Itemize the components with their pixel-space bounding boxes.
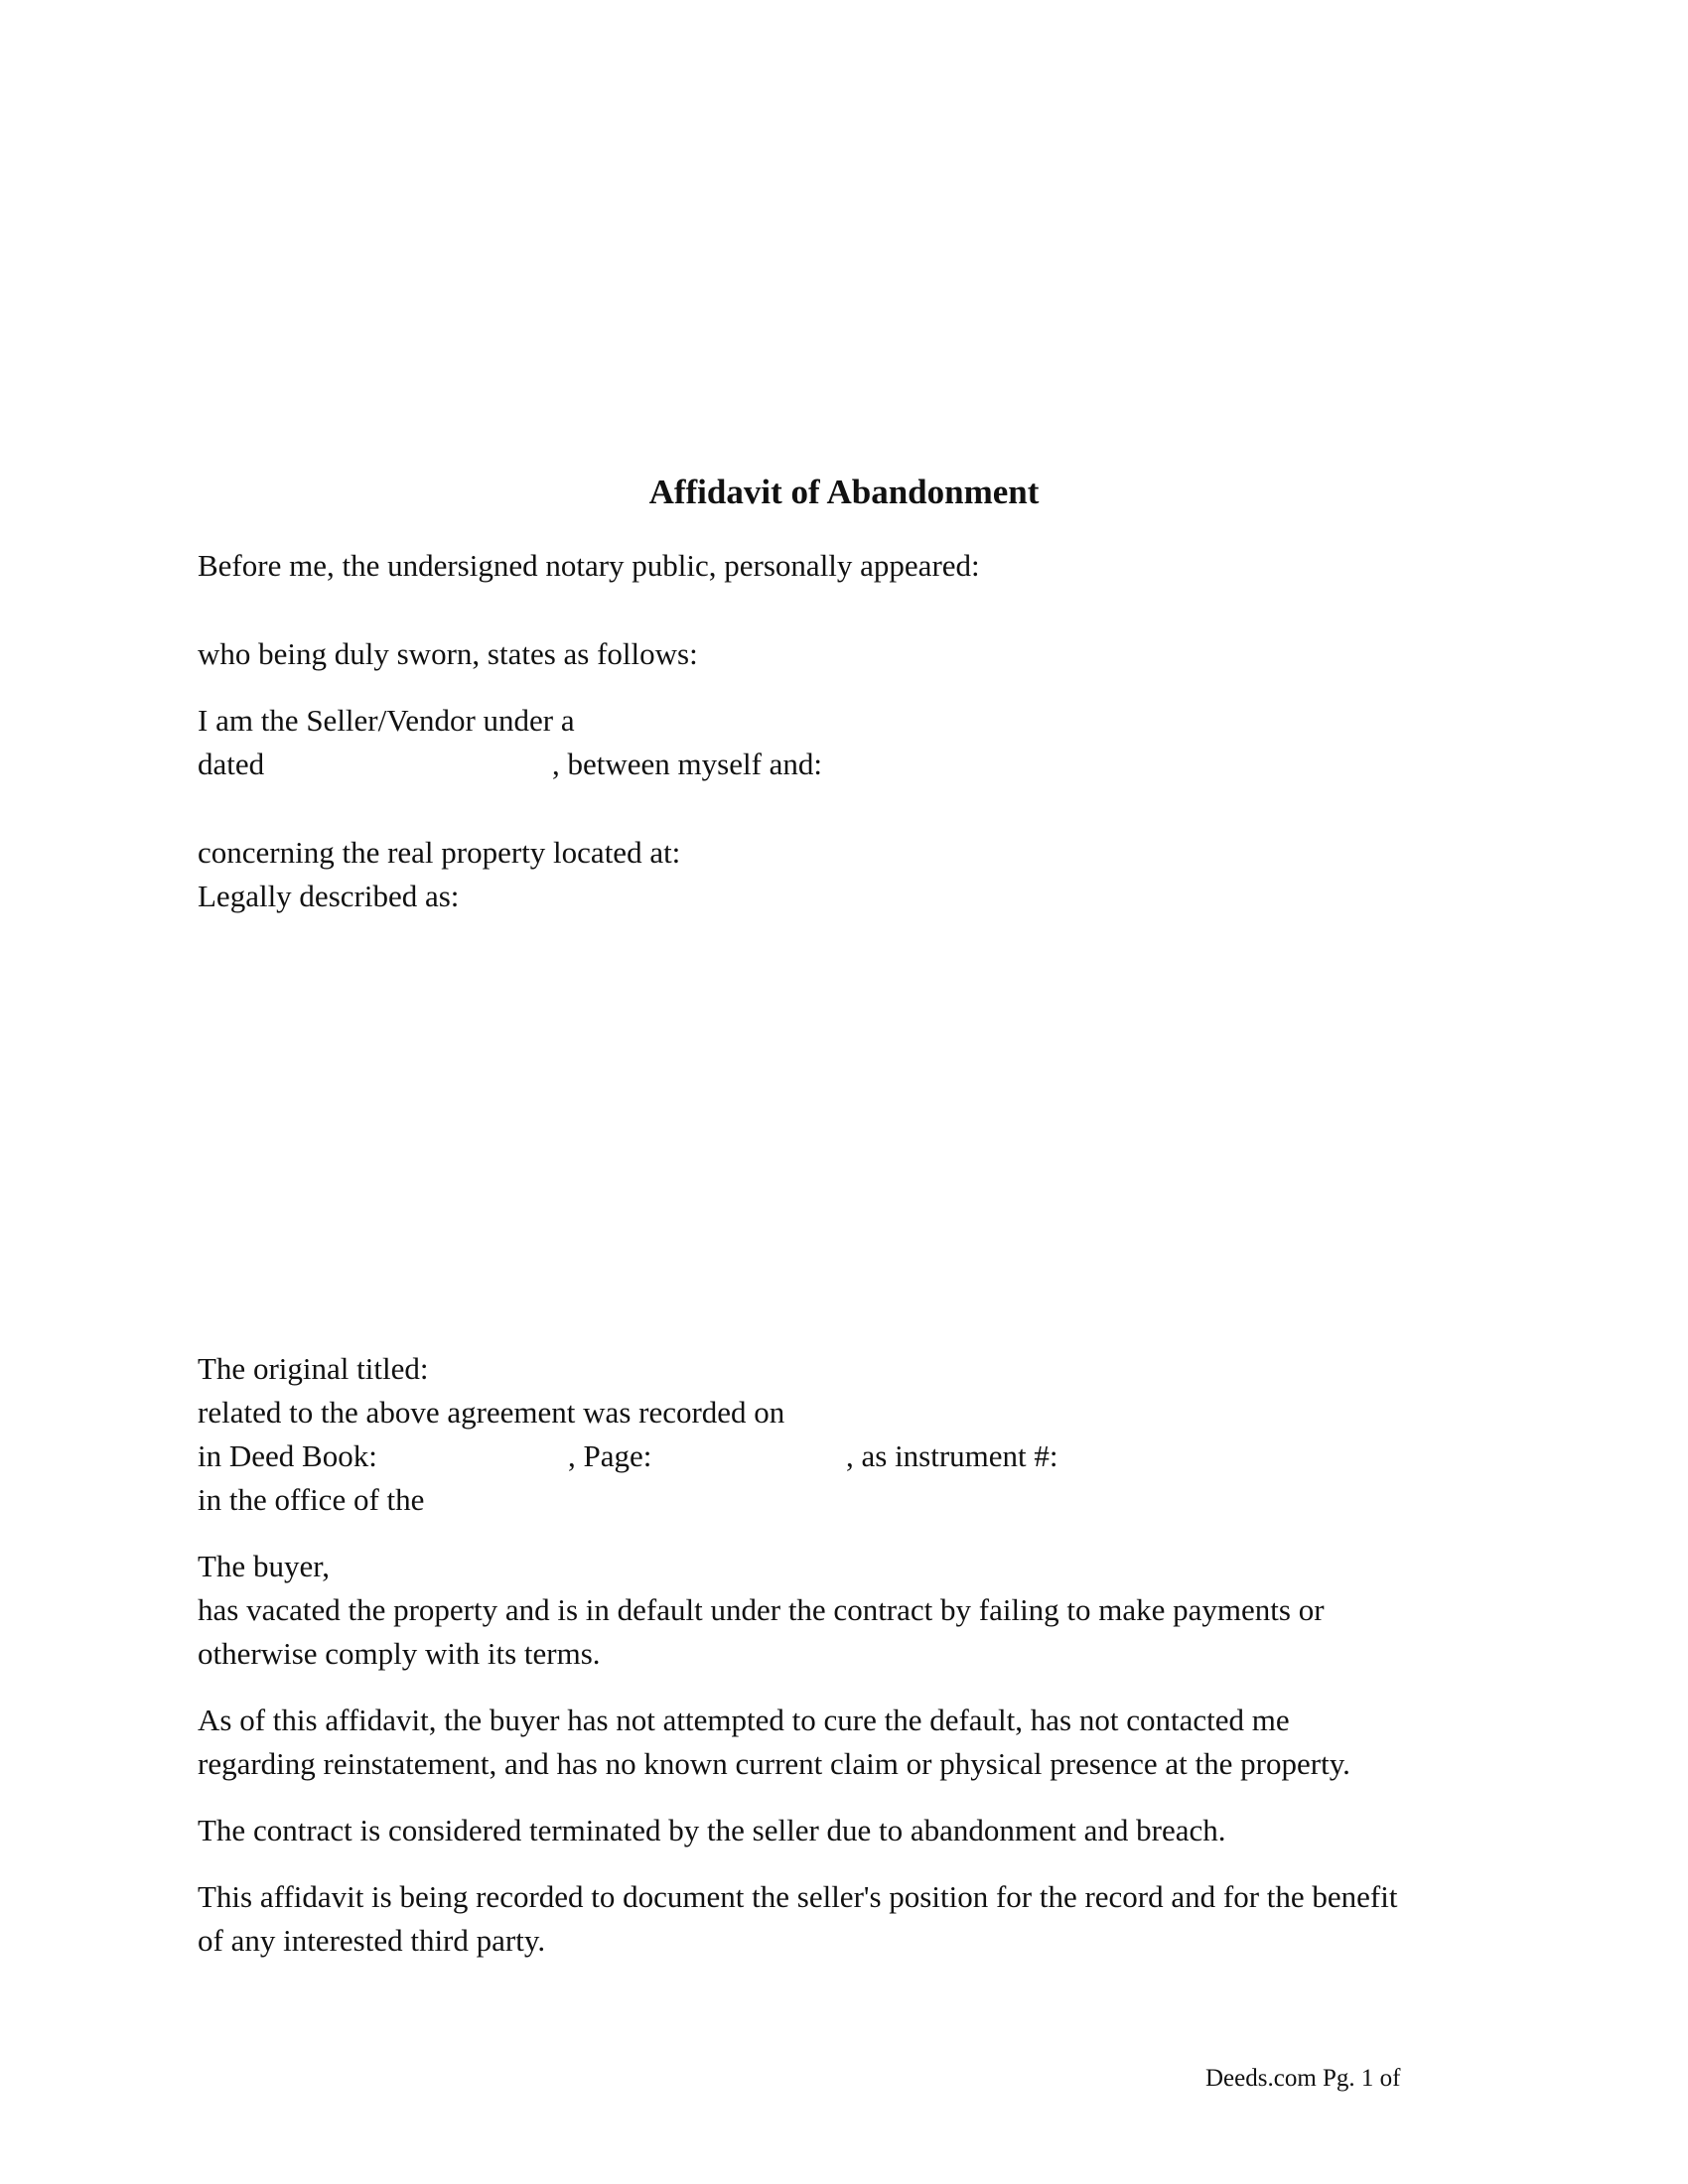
document-title: Affidavit of Abandonment xyxy=(648,473,1040,511)
concerning-text: concerning the real property located at: xyxy=(198,835,681,870)
legal-description-label: Legally described as: xyxy=(198,879,460,913)
instrument-label: , as instrument #: xyxy=(846,1438,1058,1473)
dated-label: dated xyxy=(198,747,265,781)
deed-book-label: in Deed Book: xyxy=(198,1438,377,1473)
recorded-line-2: of any interested third party. xyxy=(198,1923,546,1958)
vacated-line-1: has vacated the property and is in default under the contract by failing to make payments or xyxy=(198,1592,1325,1627)
page-label: , Page: xyxy=(568,1438,652,1473)
cure-line-2: regarding reinstatement, and has no known current claim or physical presence at the property. xyxy=(198,1746,1350,1781)
buyer-label: The buyer, xyxy=(198,1549,331,1583)
intro-text: Before me, the undersigned notary public, personally appeared: xyxy=(198,548,980,583)
office-label: in the office of the xyxy=(198,1482,425,1517)
page-footer: Deeds.com Pg. 1 of xyxy=(1205,2065,1401,2092)
terminated-text: The contract is considered terminated by the seller due to abandonment and breach. xyxy=(198,1813,1226,1847)
recorded-line-1: This affidavit is being recorded to document the seller's position for the record and for the benefit xyxy=(198,1879,1398,1914)
vacated-line-2: otherwise comply with its terms. xyxy=(198,1636,601,1671)
seller-line: I am the Seller/Vendor under a xyxy=(198,703,575,738)
between-label: , between myself and: xyxy=(552,747,823,781)
recorded-on-text: related to the above agreement was recorded on xyxy=(198,1395,785,1430)
original-titled-label: The original titled: xyxy=(198,1351,429,1386)
sworn-text: who being duly sworn, states as follows: xyxy=(198,636,698,671)
cure-line-1: As of this affidavit, the buyer has not attempted to cure the default, has not contacted me xyxy=(198,1703,1290,1737)
